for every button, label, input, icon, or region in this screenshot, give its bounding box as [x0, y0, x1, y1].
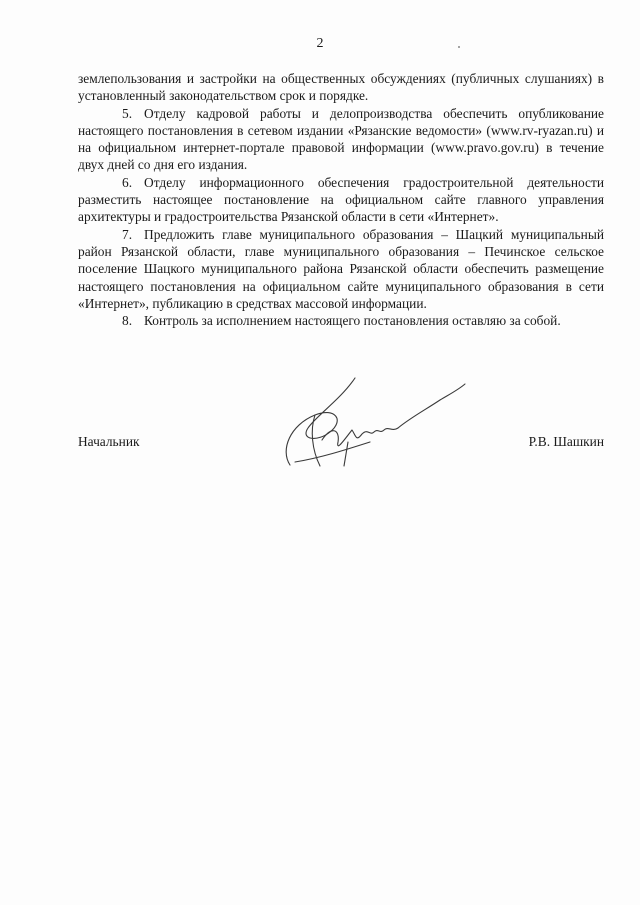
scan-speck [458, 46, 460, 48]
document-body [78, 70, 604, 329]
paragraph-continuation [78, 70, 604, 105]
paragraph-number: 5. [122, 105, 133, 121]
paragraph-8 [78, 312, 604, 329]
signature-block [78, 434, 604, 454]
paragraph-text: Отделу информационного обеспечения градостроительной деятельности разместить настоящее постановление на официальном сайте главного управления архитектуры и градостроительства Рязанской области в сети «Интернет». [78, 174, 604, 225]
paragraph-6 [78, 174, 604, 226]
paragraph-text: Отделу кадровой работы и делопроизводства обеспечить опубликование настоящего постановления в сетевом издании «Рязанские ведомости» (www.rv-ryazan.ru) и на официальном интернет-портале правовой информации (www.pravo.gov.ru) в течение двух дней со дня его издания. [78, 105, 604, 173]
page-number: 2 [316, 36, 324, 51]
signatory-name: Р.В. Шашкин [528, 434, 604, 449]
paragraph-5 [78, 105, 604, 174]
paragraph-number: 8. [122, 313, 133, 329]
handwritten-signature [260, 370, 480, 480]
paragraph-text: землепользования и застройки на общественных обсуждениях (публичных слушаниях) в установленный законодательством срок и порядке. [78, 71, 604, 104]
paragraph-number: 7. [122, 226, 133, 242]
signatory-title: Начальник [78, 434, 140, 449]
paragraph-text: Контроль за исполнением настоящего постановления оставляю за собой. [144, 313, 561, 329]
paragraph-7 [78, 226, 604, 312]
paragraph-text: Предложить главе муниципального образования – Шацкий муниципальный район Рязанской области, главе муниципального образования – Печинское сельское поселение Шацкого муниципального района Рязанской области обеспечить размещение настоящего постановления на официальном сайте муниципального образования в сети «Интернет», публикацию в средствах массовой информации. [78, 226, 604, 311]
paragraph-number: 6. [122, 174, 133, 190]
